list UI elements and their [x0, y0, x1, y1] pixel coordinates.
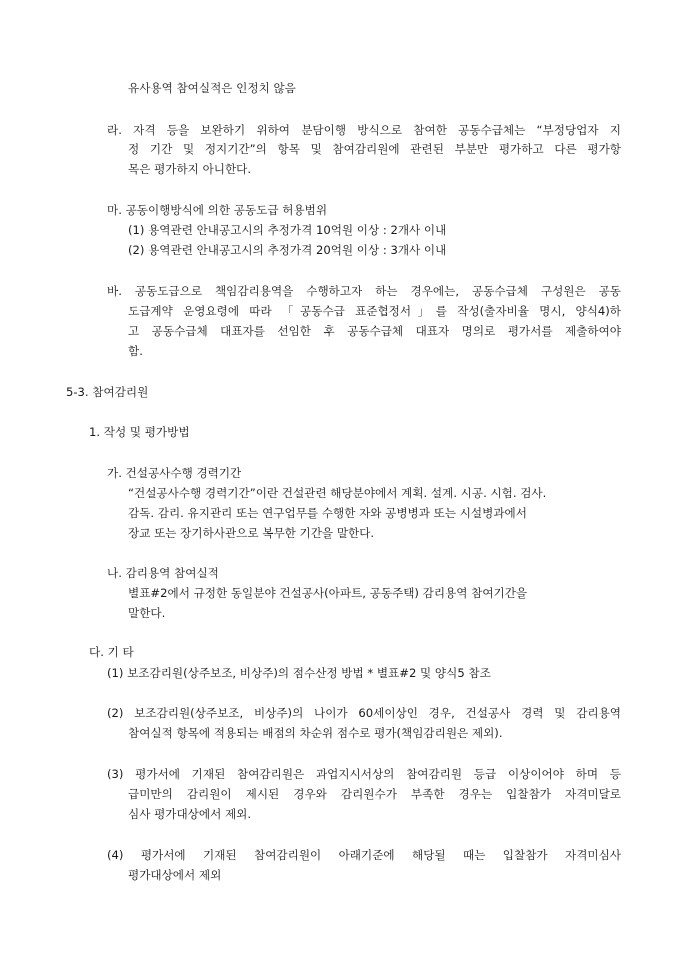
text-line: 고 공동수급체 대표자를 선임한 후 공동수급체 대표자 명의로 평가서를 제출하여야 [128, 324, 621, 338]
sub-item-3: (3) 평가서에 기재된 참여감리원은 과업지시서상의 참여감리원 등급 이상이어야 하며 등 [107, 767, 621, 781]
subsection-heading: 1. 작성 및 평가방법 [89, 425, 190, 439]
item-ma: 마. 공동이행방식에 의한 공동도급 허용범위 [107, 203, 328, 217]
item-ba: 바. 공동도급으로 책임감리용역을 수행하고자 하는 경우에는, 공동수급체 구성원은 공동 [107, 284, 621, 298]
text-line: 도급계약 운영요령에 따라 「공동수급 표준협정서」를 작성(출자비율 명시, 양식4)하 [128, 304, 621, 318]
text-line: 급미만의 감리원이 제시된 경우와 감리원수가 부족한 경우는 입찰참가 자격미달로 [128, 787, 621, 801]
text-line: 장교 또는 장기하사관으로 복무한 기간을 말한다. [128, 526, 375, 540]
item-na: 나. 감리용역 참여실적 [107, 566, 219, 580]
text-line: 함. [128, 344, 143, 358]
text-line: 유사용역 참여실적은 인정치 않음 [128, 81, 296, 95]
item-da: 다. 기 타 [89, 645, 134, 659]
item-ga: 가. 건설공사수행 경력기간 [107, 466, 242, 480]
sub-item-1: (1) 용역관련 안내공고시의 추정가격 10억원 이상 : 2개사 이내 [128, 223, 447, 237]
text-line: 평가대상에서 제외 [128, 868, 222, 882]
text-line: “건설공사수행 경력기간”이란 건설관련 해당분야에서 계획. 설계. 시공. 시험. 검사. [128, 486, 547, 500]
sub-item-1: (1) 보조감리원(상주보조, 비상주)의 점수산정 방법 * 별표#2 및 양식5 참조 [107, 666, 491, 680]
section-heading: 5-3. 참여감리원 [66, 385, 149, 399]
text-line: 감독. 감리. 유지관리 또는 연구업무를 수행한 자와 공병병과 또는 시설병과에서 [128, 506, 527, 520]
sub-item-2: (2) 용역관련 안내공고시의 추정가격 20억원 이상 : 3개사 이내 [128, 243, 447, 257]
text-line: 심사 평가대상에서 제외. [128, 807, 252, 821]
sub-item-4: (4) 평가서에 기재된 참여감리원이 아래기준에 해당될 때는 입찰참가 자격미심사 [107, 848, 621, 862]
item-ra: 라. 자격 등을 보완하기 위하여 분담이행 방식으로 참여한 공동수급체는 “부정당업자 지 [107, 123, 621, 137]
text-line: 별표#2에서 규정한 동일분야 건설공사(아파트, 공동주택) 감리용역 참여기간을 [128, 586, 528, 600]
text-line: 목은 평가하지 아니한다. [128, 162, 252, 176]
text-line: 참여실적 항목에 적용되는 배점의 차순위 점수로 평가(책임감리원은 제외). [128, 726, 503, 740]
sub-item-2: (2) 보조감리원(상주보조, 비상주)의 나이가 60세이상인 경우, 건설공사 경력 및 감리용역 [107, 706, 621, 720]
text-line: 말한다. [128, 606, 166, 620]
text-line: 정 기간 및 정지기간”의 항목 및 참여감리원에 관련된 부분만 평가하고 다른 평가항 [128, 142, 621, 156]
